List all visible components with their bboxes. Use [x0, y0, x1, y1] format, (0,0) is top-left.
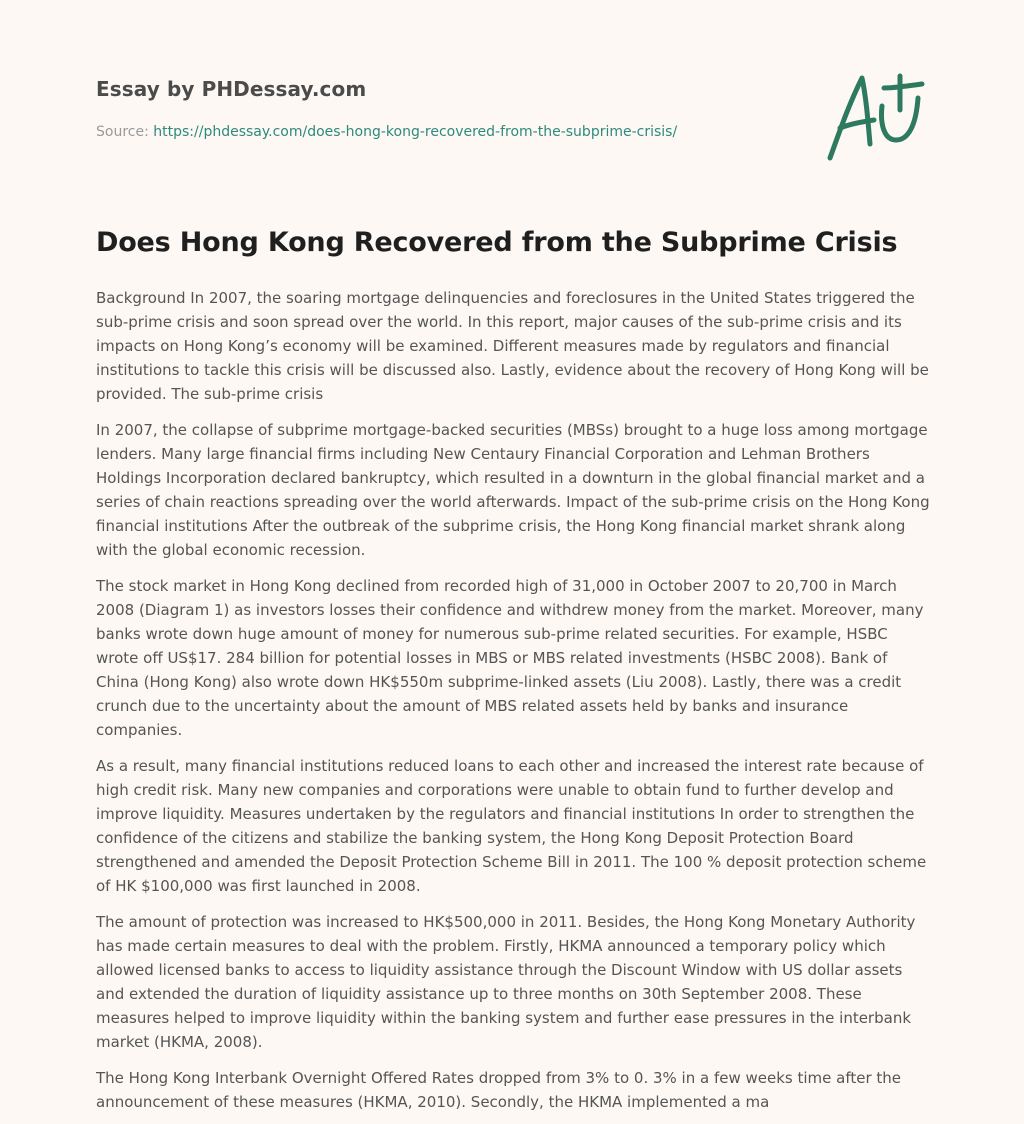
essay-paragraph: Background In 2007, the soaring mortgage delinquencies and foreclosures in the United States triggered the sub-prime crisis and soon spread over the world. In this report, major causes of the sub-prime crisis and its impacts on Hong Kong’s economy will be examined. Different measures made by regulators and financial institutions to tackle this crisis will be discussed also. Lastly, evidence about the recovery of Hong Kong will be provided. The sub-prime crisis [96, 289, 929, 403]
source-line [96, 124, 677, 140]
essay-paragraph: The Hong Kong Interbank Overnight Offered Rates dropped from 3% to 0. 3% in a few weeks time after the announcement of these measures (HKMA, 2010). Secondly, the HKMA implemented a ma [96, 1069, 902, 1111]
source-link[interactable]: https://phdessay.com/does-hong-kong-recovered-from-the-subprime-crisis/ [153, 124, 678, 140]
source-label: Source: [96, 124, 149, 140]
essay-paragraph: The stock market in Hong Kong declined from recorded high of 31,000 in October 2007 to 20,700 in March 2008 (Diagram 1) as investors losses their confidence and withdrew money from the market. Moreover, many banks wrote down huge amount of money for numerous sub-prime related securities. For example, HSBC wrote off US$17. 284 billion for potential losses in MBS or MBS related investments (HSBC 2008). Bank of China (Hong Kong) also wrote down HK$550m subprime-linked assets (Liu 2008). Lastly, there was a credit crunch due to the uncertainty about the amount of MBS related assets held by banks and insurance companies. [96, 577, 924, 739]
essay-body [96, 286, 930, 1114]
essay-paragraph: As a result, many financial institutions reduced loans to each other and increased the interest rate because of high credit risk. Many new companies and corporations were unable to obtain fund to further develop and improve liquidity. Measures undertaken by the regulators and financial institutions In order to strengthen the confidence of the citizens and stabilize the banking system, the Hong Kong Deposit Protection Board strengthened and amended the Deposit Protection Scheme Bill in 2011. The 100 % deposit protection scheme of HK $100,000 was first launched in 2008. [96, 757, 927, 895]
a-plus-grade-icon [822, 66, 928, 164]
essay-paragraph: In 2007, the collapse of subprime mortgage-backed securities (MBSs) brought to a huge loss among mortgage lenders. Many large financial firms including New Centaury Financial Corporation and Lehman Brothers Holdings Incorporation declared bankruptcy, which resulted in a downturn in the global financial market and a series of chain reactions spreading over the world afterwards. Impact of the sub-prime crisis on the Hong Kong financial institutions After the outbreak of the subprime crisis, the Hong Kong financial market shrank along with the global economic recession. [96, 421, 930, 559]
essay-title: Does Hong Kong Recovered from the Subprime Crisis [96, 227, 898, 258]
site-brand: Essay by PHDessay.com [96, 77, 367, 101]
essay-paragraph: The amount of protection was increased to HK$500,000 in 2011. Besides, the Hong Kong Monetary Authority has made certain measures to deal with the problem. Firstly, HKMA announced a temporary policy which allowed licensed banks to access to liquidity assistance through the Discount Window with US dollar assets and extended the duration of liquidity assistance up to three months on 30th September 2008. These measures helped to improve liquidity within the banking system and further ease pressures in the interbank market (HKMA, 2008). [96, 913, 916, 1051]
